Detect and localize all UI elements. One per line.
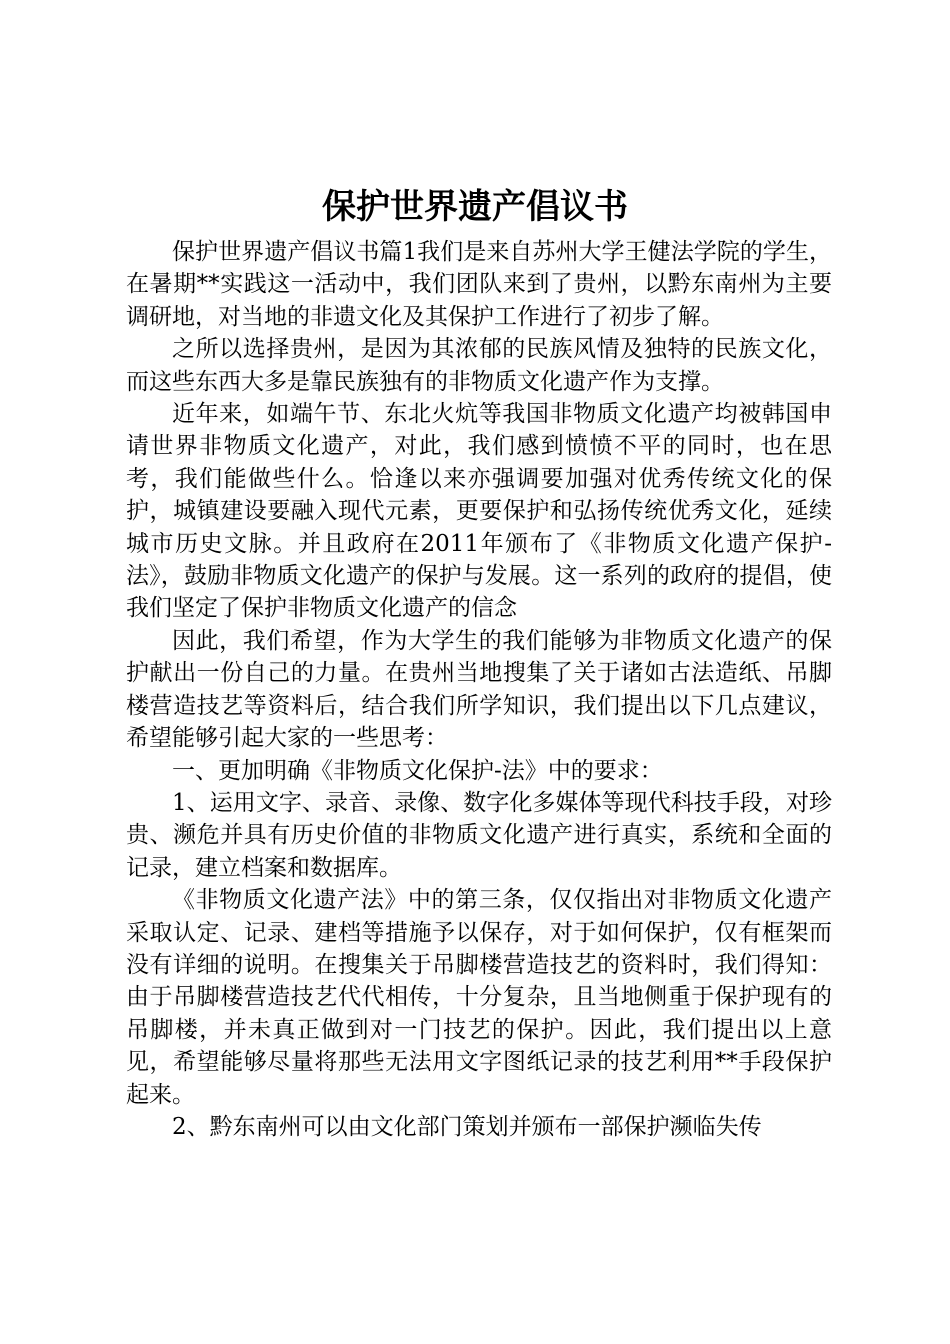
document-body — [126, 236, 832, 1143]
paragraph-3: 近年来，如端午节、东北火炕等我国非物质文化遗产均被韩国申请世界非物质文化遗产，对此，我们感到愤愤不平的同时，也在思考，我们能做些什么。恰逢以来亦强调要加强对优秀传统文化的保护，城镇建设要融入现代元素，更要保护和弘扬传统优秀文化，延续城市历史文脉。并且政府在2011年颁布了《非物质文化遗产保护-法》，鼓励非物质文化遗产的保护与发展。这一系列的政府的提倡，使我们坚定了保护非物质文化遗产的信念 — [126, 401, 832, 622]
paragraph-1: 保护世界遗产倡议书篇1我们是来自苏州大学王健法学院的学生，在暑期**实践这一活动中，我们团队来到了贵州，以黔东南州为主要调研地，对当地的非遗文化及其保护工作进行了初步了解。 — [126, 239, 832, 330]
paragraph-item-1: 1、运用文字、录音、录像、数字化多媒体等现代科技手段，对珍贵、濒危并具有历史价值的非物质文化遗产进行真实，系统和全面的记录，建立档案和数据库。 — [126, 789, 832, 881]
section-heading-1: 一、更加明确《非物质文化保护-法》中的要求： — [172, 757, 663, 784]
paragraph-4: 因此，我们希望，作为大学生的我们能够为非物质文化遗产的保护献出一份自己的力量。在贵州当地搜集了关于诸如古法造纸、吊脚楼营造技艺等资料后，结合我们所学知识，我们提出以下几点建议，希望能够引起大家的一些思考： — [126, 627, 832, 752]
paragraph-5: 《非物质文化遗产法》中的第三条，仅仅指出对非物质文化遗产采取认定、记录、建档等措施予以保存，对于如何保护，仅有框架而没有详细的说明。在搜集关于吊脚楼营造技艺的资料时，我们得知：由于吊脚楼营造技艺代代相传，十分复杂，且当地侧重于保护现有的吊脚楼，并未真正做到对一门技艺的保护。因此，我们提出以上意见，希望能够尽量将那些无法用文字图纸记录的技艺利用**手段保护起来。 — [126, 887, 832, 1108]
document-title: 保护世界遗产倡议书 — [322, 187, 628, 227]
paragraph-2: 之所以选择贵州，是因为其浓郁的民族风情及独特的民族文化，而这些东西大多是靠民族独有的非物质文化遗产作为支撑。 — [126, 336, 832, 395]
paragraph-item-2: 2、黔东南州可以由文化部门策划并颁布一部保护濒临失传 — [172, 1113, 762, 1140]
